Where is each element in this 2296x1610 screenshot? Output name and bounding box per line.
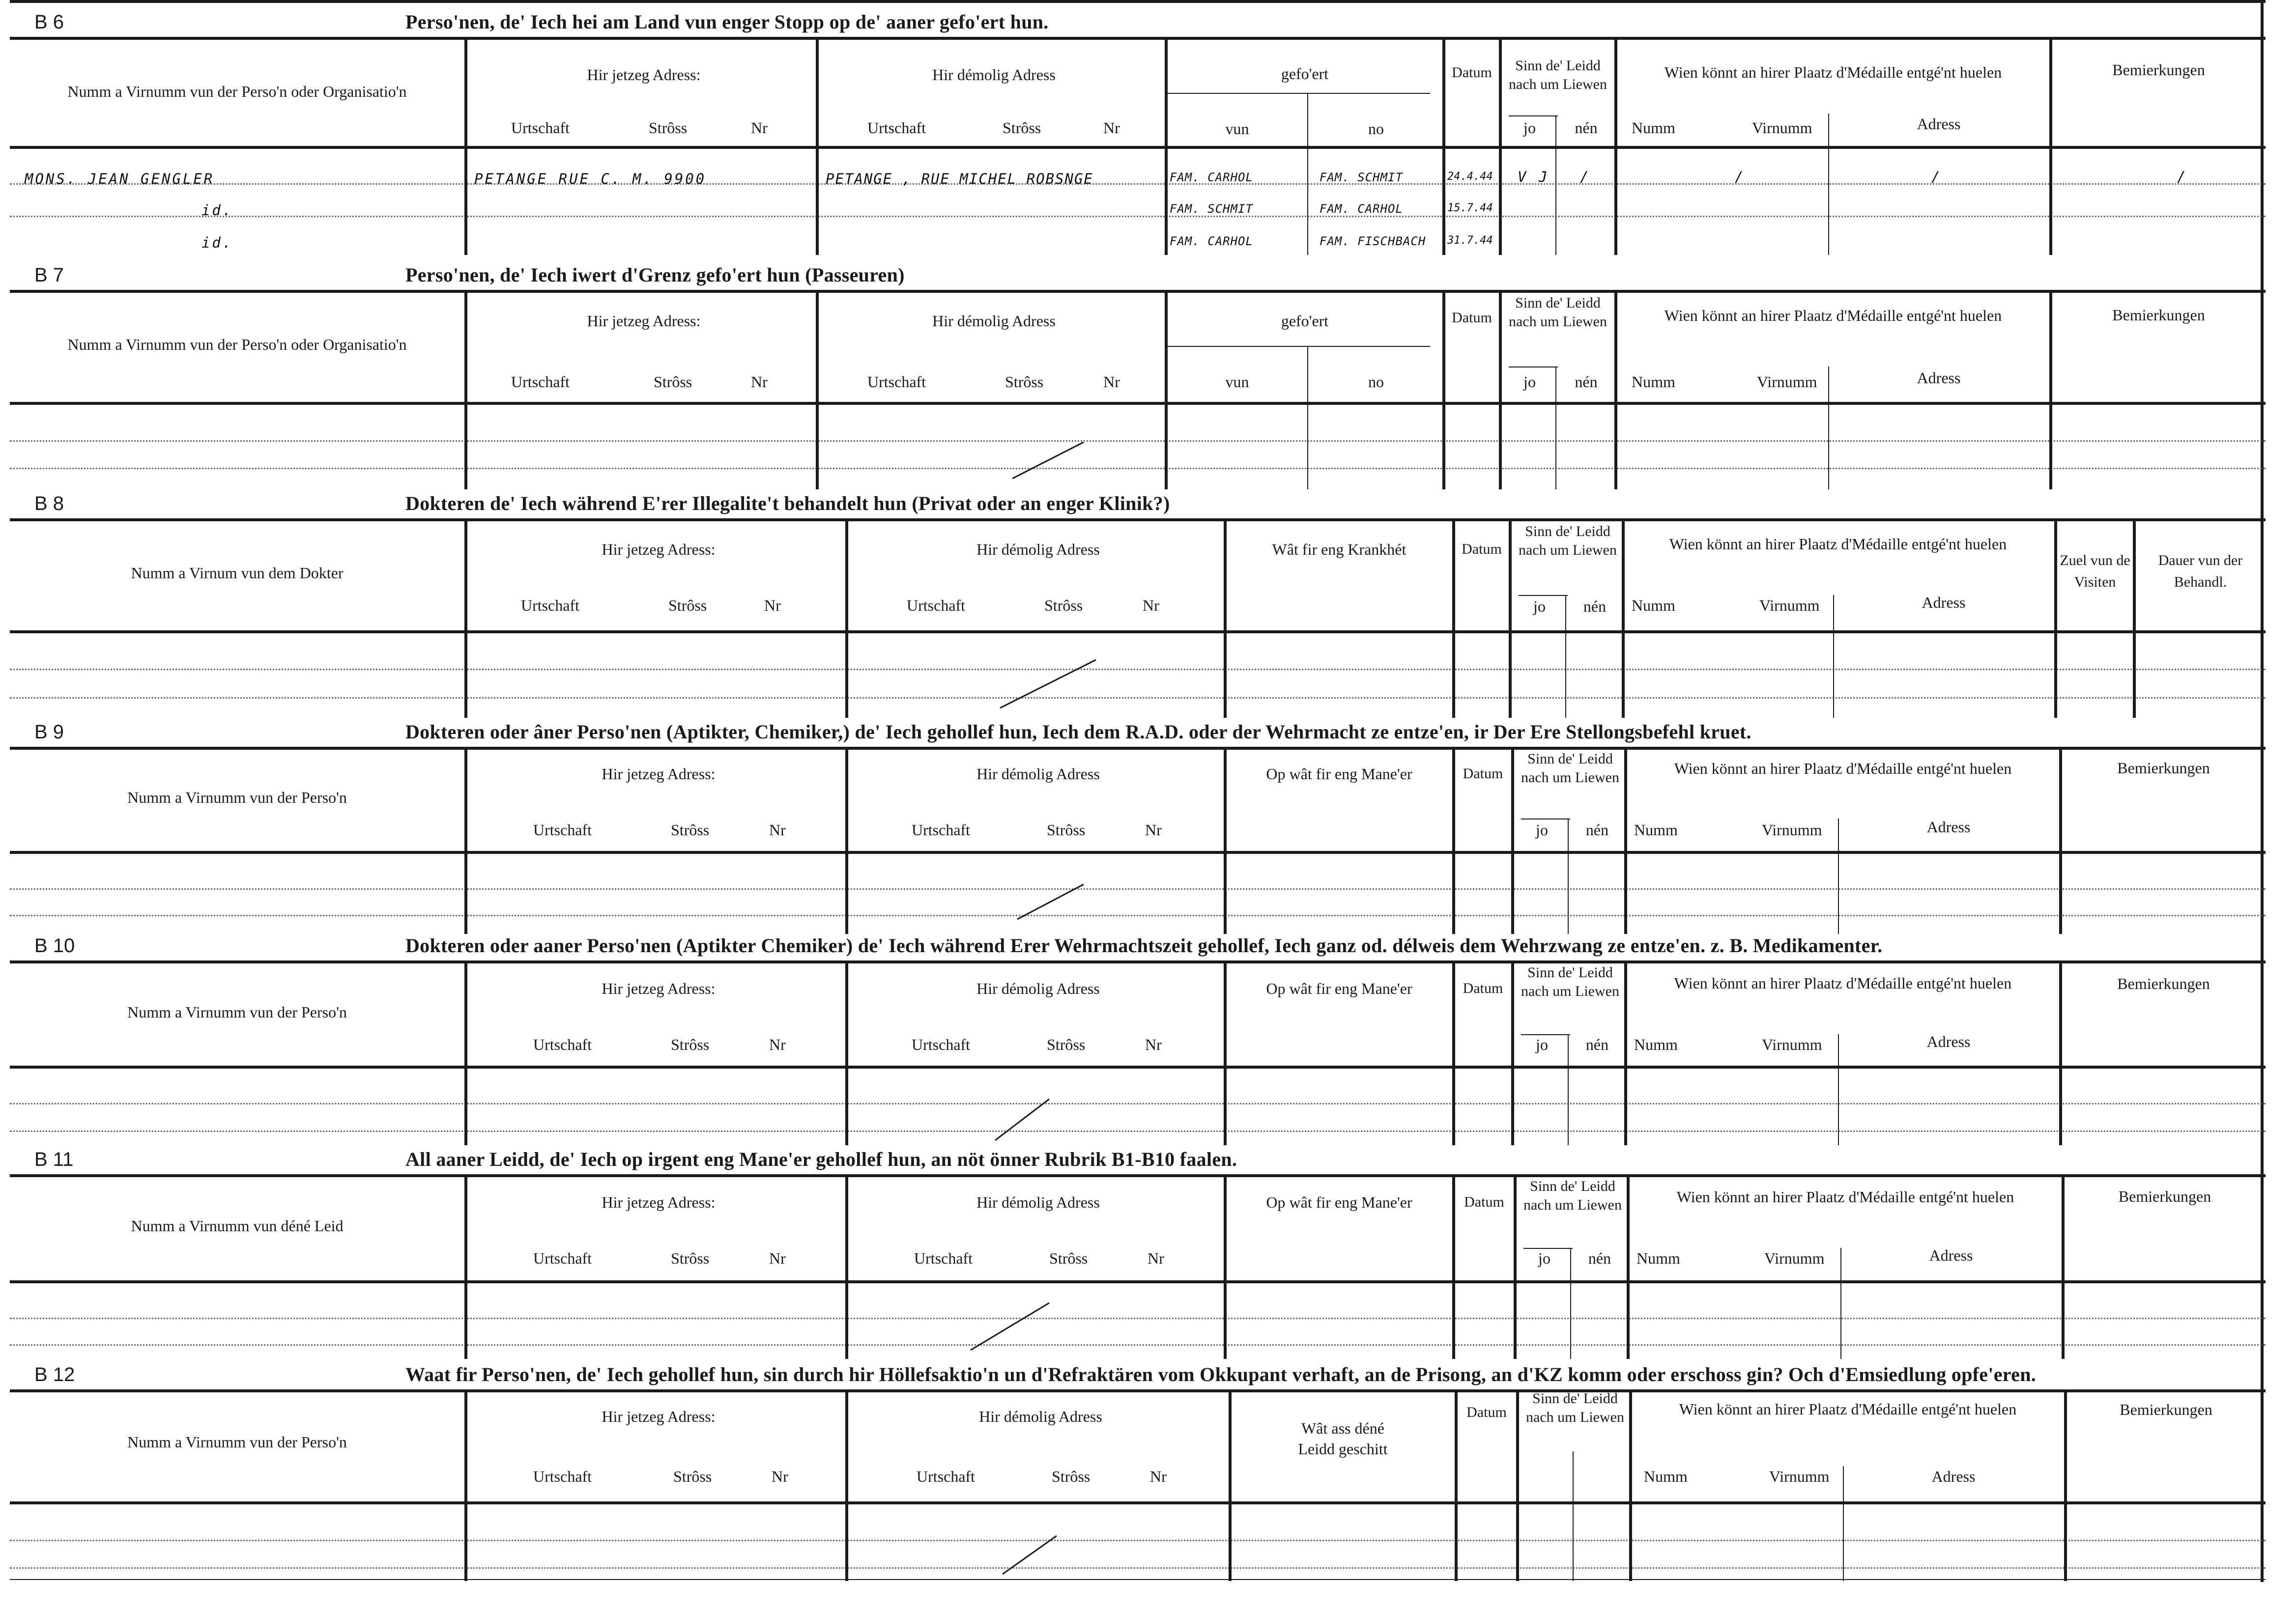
col-gefoert: gefo'ert [1281, 312, 1329, 330]
col-urtschaft: Urtschaft [917, 1468, 976, 1485]
col-urtschaft: Urtschaft [533, 1468, 592, 1485]
col-jo: jo [1523, 119, 1536, 137]
col-jetzeg-adress: Hir jetzeg Adress: [602, 1408, 716, 1425]
section-label: B 10 [34, 935, 75, 957]
b8-table [10, 521, 2266, 718]
section-header [10, 7, 2266, 40]
col-medaille: Wien könnt an hirer Plaatz d'Médaille entgé'nt huelen [1674, 974, 2012, 992]
entry-vun: FAM. SCHMIT [1170, 202, 1253, 216]
col-stross: Strôss [1005, 373, 1044, 391]
col-stross: Strôss [671, 1036, 710, 1053]
col-urtschaft: Urtschaft [907, 596, 966, 614]
section-header [10, 260, 2266, 293]
section-header [10, 931, 2266, 963]
col-name-header: Numm a Virnumm vun der Perso'n [127, 789, 347, 806]
col-jetzeg-adress: Hir jetzeg Adress: [602, 1193, 716, 1211]
col-urtschaft: Urtschaft [511, 119, 570, 137]
b12-table [10, 1392, 2266, 1581]
b9-table [10, 750, 2266, 934]
col-datum: Datum [1464, 1194, 1504, 1210]
col-nen: nén [1588, 1249, 1611, 1267]
col-leidd-geschitt: Wât ass déné Leidd geschitt [1298, 1419, 1388, 1458]
section-b9 [10, 717, 2266, 936]
col-demolig-adress: Hir démolig Adress [932, 66, 1056, 84]
col-numm: Numm [1634, 1036, 1678, 1053]
col-stross: Strôss [649, 119, 688, 137]
col-virnumm: Virnumm [1769, 1468, 1830, 1485]
section-header [10, 489, 2266, 521]
col-datum: Datum [1452, 310, 1492, 326]
col-stross: Strôss [673, 1468, 712, 1485]
col-datum: Datum [1466, 1404, 1507, 1420]
entry-vun: FAM. CARHOL [1170, 170, 1253, 184]
col-bemierkungen: Bemierkungen [2120, 1401, 2212, 1418]
section-b10 [10, 931, 2266, 1147]
col-stross: Strôss [1044, 596, 1083, 614]
section-label: B 8 [34, 493, 64, 514]
entry-nen: / [1580, 169, 1591, 185]
col-medaille: Wien könnt an hirer Plaatz d'Médaille entgé'nt huelen [1664, 307, 2002, 324]
col-bemierkungen: Bemierkungen [2112, 306, 2205, 324]
col-bemierkungen: Bemierkungen [2112, 61, 2205, 79]
col-nr: Nr [769, 821, 786, 839]
col-stross: Strôss [671, 821, 710, 839]
section-label: B 9 [34, 721, 64, 743]
col-op-wat: Op wât fir eng Mane'er [1266, 980, 1412, 997]
b6-table [10, 40, 2266, 255]
col-nr: Nr [769, 1036, 786, 1053]
section-b8 [10, 489, 2266, 722]
col-bemierkungen: Bemierkungen [2118, 1187, 2211, 1205]
col-stross: Strôss [654, 373, 692, 391]
section-title: Perso'nen, de' Iech iwert d'Grenz gefo'ert hun (Passeuren) [405, 264, 905, 286]
col-jetzeg-adress: Hir jetzeg Adress: [587, 312, 701, 330]
col-gefoert: gefo'ert [1281, 65, 1329, 83]
section-title: Perso'nen, de' Iech hei am Land vun enger Stopp op de' aaner gefo'ert hun. [405, 11, 1049, 33]
col-datum: Datum [1463, 980, 1503, 996]
section-header [10, 717, 2266, 750]
col-urtschaft: Urtschaft [912, 1036, 971, 1053]
col-jetzeg-adress: Hir jetzeg Adress: [602, 540, 716, 558]
section-title: Waat fir Perso'nen, de' Iech gehollef hun, sin durch hir Höllefsaktio'n un d'Refraktären vom Okkupant verhaft, an de Prisong, an d'KZ komm oder erschoss gin? Och d'Emsiedlung opfe'eren. [405, 1363, 2037, 1385]
entry-bemierkungen: / [2177, 169, 2188, 185]
col-stross: Strôss [1003, 119, 1041, 137]
col-nr: Nr [1143, 596, 1159, 614]
col-urtschaft: Urtschaft [914, 1249, 973, 1267]
col-stross: Strôss [1049, 1249, 1088, 1267]
col-nr: Nr [772, 1468, 788, 1485]
col-name-header: Numm a Virnumm vun der Perso'n oder Organisatio'n [67, 83, 407, 100]
section-title: Dokteren de' Iech während E'rer Illegalite't behandelt hun (Privat oder an enger Klinik?) [405, 492, 1170, 514]
col-nen: nén [1575, 119, 1598, 137]
col-adress: Adress [1931, 1468, 1976, 1485]
col-nr: Nr [751, 119, 768, 137]
col-stross: Strôss [1047, 1036, 1086, 1053]
b10-table [10, 963, 2266, 1145]
col-urtschaft: Urtschaft [511, 373, 570, 391]
col-dauer-behandl: Dauer vun der Behandl. [2158, 552, 2243, 590]
col-op-wat: Op wât fir eng Mane'er [1266, 1193, 1412, 1211]
col-datum: Datum [1462, 541, 1502, 557]
section-label: B 7 [34, 264, 64, 286]
col-nen: nén [1583, 597, 1607, 615]
col-no: no [1368, 120, 1384, 138]
b11-table [10, 1177, 2266, 1359]
entry-name: id. [201, 234, 233, 251]
col-sinn-de-leidd: Sinn de' Leidd nach um Liewen [1526, 1390, 1624, 1425]
col-sinn-de-leidd: Sinn de' Leidd nach um Liewen [1523, 1178, 1622, 1213]
col-stross: Strôss [1052, 1468, 1091, 1485]
col-adress: Adress [1917, 115, 1961, 133]
col-demolig-adress: Hir démolig Adress [932, 312, 1056, 330]
col-medaille: Wien könnt an hirer Plaatz d'Médaille entgé'nt huelen [1679, 1400, 2017, 1418]
col-adress: Adress [1926, 1033, 1971, 1050]
entry-datum: 31.7.44 [1447, 234, 1493, 247]
col-nr: Nr [1145, 1036, 1162, 1053]
entry-adress: / [1931, 169, 1942, 185]
section-header [10, 1360, 2266, 1392]
section-b12 [10, 1360, 2266, 1581]
col-bemierkungen: Bemierkungen [2117, 759, 2210, 777]
section-label: B 11 [34, 1149, 74, 1170]
col-urtschaft: Urtschaft [867, 373, 926, 391]
col-vun: vun [1225, 373, 1249, 391]
col-stross: Strôss [668, 596, 707, 614]
col-nr: Nr [764, 596, 781, 614]
col-nen: nén [1575, 373, 1598, 391]
col-adress: Adress [1926, 818, 1971, 836]
section-header [10, 1145, 2266, 1177]
col-urtschaft: Urtschaft [533, 821, 592, 839]
col-numm: Numm [1636, 1249, 1680, 1267]
col-urtschaft: Urtschaft [521, 596, 580, 614]
entry-datum: 24.4.44 [1447, 170, 1493, 183]
col-demolig-adress: Hir démolig Adress [976, 980, 1100, 997]
col-numm: Numm [1632, 119, 1675, 137]
col-adress: Adress [1922, 593, 1966, 611]
entry-no: FAM. CARHOL [1320, 202, 1403, 216]
col-urtschaft: Urtschaft [533, 1249, 592, 1267]
col-stross: Strôss [1047, 821, 1086, 839]
col-nr: Nr [1150, 1468, 1167, 1485]
entry-numm: / [1735, 169, 1746, 185]
entry-demolig: PETANGE , RUE MICHEL ROBSNGE [826, 170, 1093, 187]
col-nr: Nr [751, 373, 768, 391]
col-nr: Nr [1103, 373, 1120, 391]
col-vun: vun [1225, 120, 1249, 138]
col-medaille: Wien könnt an hirer Plaatz d'Médaille entgé'nt huelen [1669, 535, 2007, 553]
section-b11 [10, 1145, 2266, 1361]
col-medaille: Wien könnt an hirer Plaatz d'Médaille entgé'nt huelen [1674, 760, 2012, 777]
col-name-header: Numm a Virnumm vun der Perso'n [127, 1003, 347, 1021]
col-sinn-de-leidd: Sinn de' Leidd nach um Liewen [1509, 57, 1607, 92]
col-virnumm: Virnumm [1752, 119, 1812, 137]
col-urtschaft: Urtschaft [912, 821, 971, 839]
col-jo: jo [1523, 373, 1536, 391]
col-demolig-adress: Hir démolig Adress [976, 540, 1100, 558]
col-nen: nén [1585, 821, 1609, 839]
col-stross: Strôss [671, 1249, 710, 1267]
col-virnumm: Virnumm [1757, 373, 1817, 391]
col-nr: Nr [769, 1249, 786, 1267]
col-adress: Adress [1929, 1246, 1973, 1264]
col-op-wat: Op wât fir eng Mane'er [1266, 765, 1412, 783]
col-bemierkungen: Bemierkungen [2117, 975, 2210, 992]
entry-datum: 15.7.44 [1447, 202, 1493, 214]
col-virnumm: Virnumm [1762, 821, 1822, 839]
col-nr: Nr [1145, 821, 1162, 839]
section-label: B 6 [34, 11, 64, 33]
col-sinn-de-leidd: Sinn de' Leidd nach um Liewen [1519, 523, 1617, 558]
entry-no: FAM. SCHMIT [1320, 170, 1403, 184]
col-virnumm: Virnumm [1764, 1249, 1825, 1267]
col-jo: jo [1536, 821, 1548, 839]
col-zuel-visiten: Zuel vun de Visiten [2060, 552, 2130, 590]
col-name-header: Numm a Virnum vun dem Dokter [131, 564, 344, 582]
col-numm: Numm [1632, 596, 1675, 614]
col-jo: jo [1536, 1036, 1548, 1053]
col-demolig-adress: Hir démolig Adress [976, 1193, 1100, 1211]
col-numm: Numm [1634, 821, 1678, 839]
entry-jo: V J [1518, 169, 1550, 185]
entry-vun: FAM. CARHOL [1170, 234, 1253, 248]
col-adress: Adress [1917, 369, 1961, 387]
col-sinn-de-leidd: Sinn de' Leidd nach um Liewen [1521, 751, 1619, 786]
entry-jetzeg: PETANGE RUE C. M. 9900 [474, 170, 707, 187]
col-urtschaft: Urtschaft [533, 1036, 592, 1053]
col-medaille: Wien könnt an hirer Plaatz d'Médaille entgé'nt huelen [1664, 63, 2002, 81]
col-sinn-de-leidd: Sinn de' Leidd nach um Liewen [1521, 964, 1619, 999]
section-b6 [10, 7, 2266, 255]
col-virnumm: Virnumm [1762, 1036, 1822, 1053]
col-nr: Nr [1148, 1249, 1164, 1267]
col-jetzeg-adress: Hir jetzeg Adress: [602, 765, 716, 783]
col-datum: Datum [1463, 765, 1503, 782]
col-name-header: Numm a Virnumm vun déné Leid [131, 1217, 344, 1235]
col-demolig-adress: Hir démolig Adress [979, 1408, 1102, 1425]
section-b7 [10, 260, 2266, 491]
col-numm: Numm [1632, 373, 1675, 391]
col-datum: Datum [1452, 64, 1492, 81]
col-numm: Numm [1644, 1468, 1688, 1485]
col-krankheet: Wât fir eng Krankhét [1272, 540, 1406, 558]
col-sinn-de-leidd: Sinn de' Leidd nach um Liewen [1509, 295, 1607, 330]
col-nr: Nr [1103, 119, 1120, 137]
col-demolig-adress: Hir démolig Adress [976, 765, 1100, 783]
col-jo: jo [1533, 597, 1546, 615]
section-title: Dokteren oder âner Perso'nen (Aptikter, Chemiker,) de' Iech gehollef hun, Iech dem R.A.D. oder der Wehrmacht ze entze'en, ir Der Ere Stellongsbefehl kruet. [405, 721, 1751, 743]
col-name-header: Numm a Virnumm vun der Perso'n [127, 1433, 347, 1451]
col-nen: nén [1585, 1036, 1609, 1053]
col-virnumm: Virnumm [1759, 596, 1820, 614]
entry-name: id. [201, 202, 233, 219]
col-jetzeg-adress: Hir jetzeg Adress: [602, 980, 716, 997]
section-title: All aaner Leidd, de' Iech op irgent eng Mane'er gehollef hun, an nöt önner Rubrik B1-B10 faalen. [405, 1148, 1237, 1170]
col-urtschaft: Urtschaft [867, 119, 926, 137]
col-medaille: Wien könnt an hirer Plaatz d'Médaille entgé'nt huelen [1676, 1188, 2014, 1206]
col-no: no [1368, 373, 1384, 391]
section-title: Dokteren oder aaner Perso'nen (Aptikter Chemiker) de' Iech während Erer Wehrmachtszeit gehollef, Iech ganz od. délweis dem Wehrzwang ze entze'en. z. B. Medikamenter. [405, 934, 1883, 957]
col-name-header: Numm a Virnumm vun der Perso'n oder Organisatio'n [67, 336, 407, 353]
col-jetzeg-adress: Hir jetzeg Adress: [587, 66, 701, 84]
entry-name: MONS. JEAN GENGLER [25, 170, 215, 187]
b7-table [10, 293, 2266, 489]
entry-no: FAM. FISCHBACH [1320, 234, 1426, 248]
page-top-border [10, 0, 2266, 3]
col-jo: jo [1538, 1249, 1550, 1267]
section-label: B 12 [34, 1364, 75, 1385]
